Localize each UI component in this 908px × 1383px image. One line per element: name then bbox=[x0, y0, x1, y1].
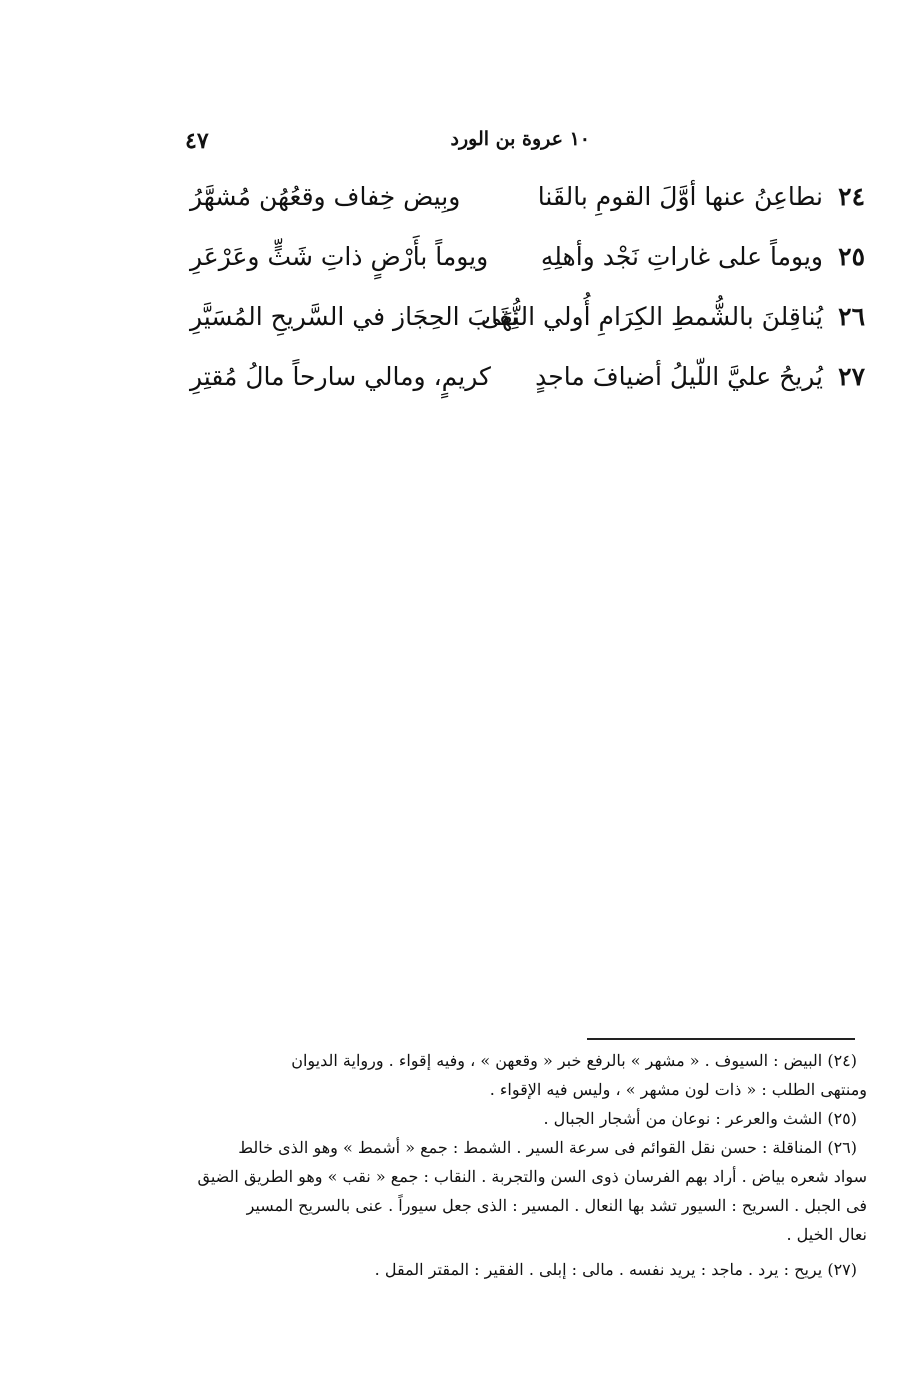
verse-number: ٢٧ bbox=[838, 362, 865, 391]
first-hemistich: ويوماً على غاراتِ نَجْد وأهلِهِ bbox=[540, 242, 823, 271]
footnote-number: (٢٥) bbox=[827, 1109, 857, 1128]
poem bbox=[190, 178, 865, 418]
footnote-text: المناقلة : حسن نقل القوائم فى سرعة السير . الشمط : جمع « أشمط » وهو الذى خالط bbox=[238, 1138, 823, 1157]
second-hemistich: نِقَابَ الحِجَاز في السَّريحِ المُسَيَّرِ bbox=[190, 302, 519, 331]
verse-number: ٢٤ bbox=[838, 182, 865, 211]
first-hemistich: يُناقِلنَ بالشُّمطِ الكِرَامِ أُولي النُّهَى bbox=[480, 302, 823, 331]
page-header bbox=[175, 128, 865, 158]
footnote-text: البيض : السيوف . « مشهر » بالرفع خبر « وقعهن » ، وفيه إقواء . ورواية الديوان bbox=[291, 1051, 823, 1070]
second-hemistich: ويوماً بأَرْضٍ ذاتِ شَثٍّ وعَرْعَرِ bbox=[190, 242, 489, 271]
footnote-text: الشث والعرعر : نوعان من أشجار الجبال . bbox=[543, 1109, 823, 1128]
footnote-27 bbox=[172, 1255, 867, 1284]
footnote-text: ومنتهى الطلب : « ذات لون مشهر » ، وليس فيه الإقواء . bbox=[489, 1080, 867, 1099]
verse-number: ٢٥ bbox=[838, 242, 865, 271]
footnote-text: يريح : يرد . ماجد : يريد نفسه . مالى : إبلى . الفقير : المقتر المقل . bbox=[374, 1260, 823, 1279]
verse bbox=[190, 358, 865, 418]
footnote-text: نعال الخيل . bbox=[786, 1225, 867, 1244]
footnote-25 bbox=[172, 1104, 867, 1133]
footnote-separator bbox=[587, 1038, 855, 1040]
running-title: ١٠ عروة بن الورد bbox=[450, 128, 590, 150]
second-hemistich: كريمٍ، ومالي سارحاً مالُ مُقتِرِ bbox=[190, 362, 491, 391]
first-hemistich: نطاعِنُ عنها أوَّلَ القومِ بالقَنا bbox=[537, 182, 823, 211]
verse-number: ٢٦ bbox=[838, 302, 865, 331]
verse bbox=[190, 178, 865, 238]
footnote-26 bbox=[172, 1133, 867, 1249]
footnote-text: سواد شعره بياض . أراد بهم الفرسان ذوى السن والتجربة . النقاب : جمع « نقب » وهو الطريق الضيق bbox=[197, 1167, 867, 1186]
footnote-number: (٢٤) bbox=[827, 1051, 857, 1070]
second-hemistich: وبِيض خِفاف وقعُهُن مُشهَّرُ bbox=[190, 182, 461, 211]
verse bbox=[190, 298, 865, 358]
footnote-number: (٢٧) bbox=[827, 1260, 857, 1279]
verse bbox=[190, 238, 865, 298]
footnote-text: فى الجبل . السريح : السيور تشد بها النعال . المسير : الذى جعل سيوراً . عنى بالسريح المسير bbox=[246, 1196, 867, 1215]
footnote-number: (٢٦) bbox=[827, 1138, 857, 1157]
first-hemistich: يُريحُ عليَّ اللّيلُ أضيافَ ماجدٍ bbox=[535, 362, 823, 391]
page-number: ٤٧ bbox=[185, 128, 209, 154]
footnote-24 bbox=[172, 1046, 867, 1104]
footnotes bbox=[172, 1046, 867, 1284]
